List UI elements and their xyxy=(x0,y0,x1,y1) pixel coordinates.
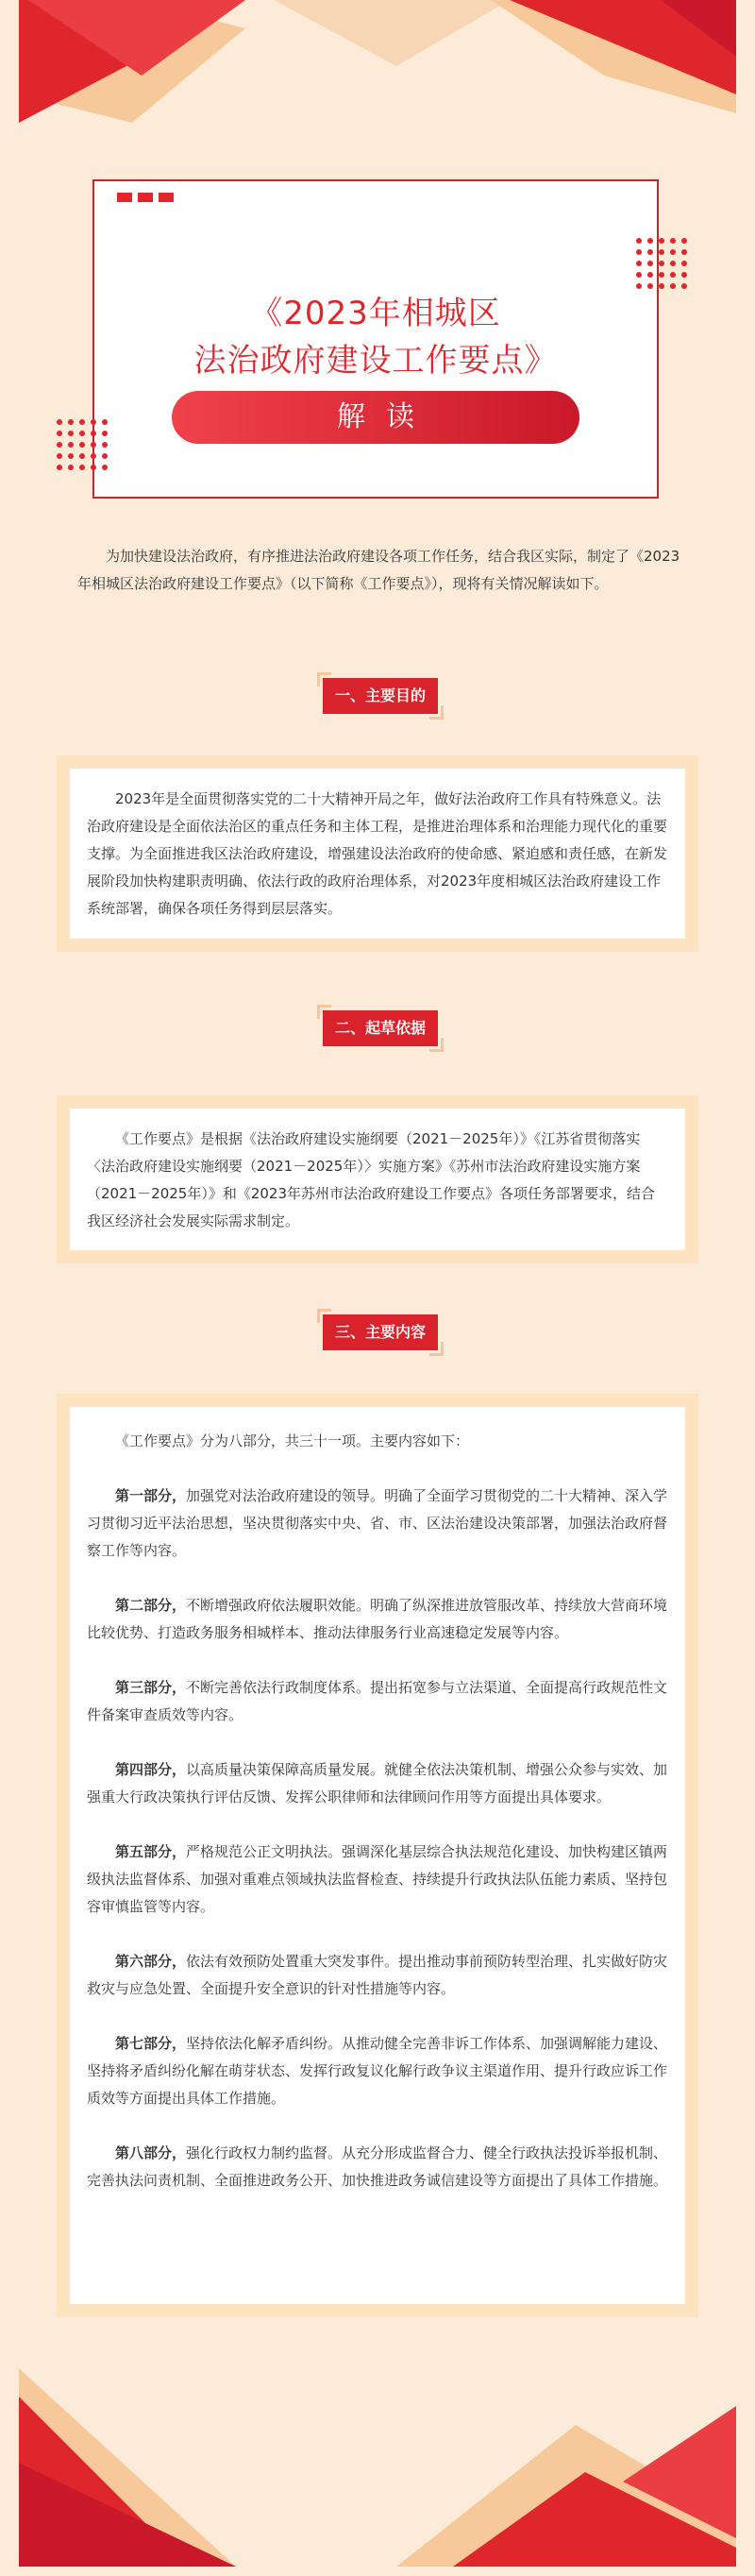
section-heading-label: 一、主要目的 xyxy=(323,678,438,714)
part-text: 加强党对法治政府建设的领导。明确了全面学习贯彻党的二十大精神、深入学习贯彻习近平法治思想，坚决贯彻落实中央、省、市、区法治建设决策部署，加强法治政府督察工作等内容。 xyxy=(87,1487,668,1559)
part-title: 第八部分， xyxy=(115,2144,187,2161)
title-pill: 解读 xyxy=(172,391,579,444)
part-paragraph xyxy=(87,1483,668,1565)
decor-square xyxy=(117,193,132,202)
part-title: 第三部分， xyxy=(115,1679,187,1696)
title-card xyxy=(92,179,659,499)
section-intro: 《工作要点》分为八部分，共三十一项。主要内容如下： xyxy=(115,1432,470,1449)
bottom-decoration xyxy=(0,2368,755,2576)
part-title: 第二部分， xyxy=(115,1597,187,1614)
section-box-2 xyxy=(57,1095,698,1263)
part-text: 以高质量决策保障高质量发展。就健全依法决策机制、增强公众参与实效、加强重大行政决策执行评估反馈、发挥公职律师和法律顾问作用等方面提出具体要求。 xyxy=(87,1761,668,1805)
intro-paragraph: 为加快建设法治政府，有序推进法治政府建设各项工作任务，结合我区实际，制定了《2023年相城区法治政府建设工作要点》（以下简称《工作要点》），现将有关情况解读如下。 xyxy=(77,548,680,592)
section-box-3 xyxy=(57,1394,698,2317)
part-title: 第六部分， xyxy=(115,1953,187,1970)
section-heading-3 xyxy=(319,1311,442,1354)
section-text: 《工作要点》是根据《法治政府建设实施纲要（2021－2025年）》《江苏省贯彻落实〈法治政府建设实施纲要（2021－2025年）〉实施方案》《苏州市法治政府建设实施方案（2021－2025年）》和《2023年苏州市法治政府建设工作要点》各项任务部署要求，结合我区经济社会发展实际需求制定。 xyxy=(87,1130,656,1229)
part-title: 第四部分， xyxy=(115,1761,187,1778)
part-paragraph xyxy=(87,1756,668,1811)
part-text: 强化行政权力制约监督。从充分形成监督合力、健全行政执法投诉举报机制、完善执法问责机制、全面推进政务公开、加快推进政务诚信建设等方面提出了具体工作措施。 xyxy=(87,2144,668,2189)
part-text: 坚持依法化解矛盾纠纷。从推动健全完善非诉工作体系、加强调解能力建设、坚持将矛盾纠纷化解在萌芽状态、发挥行政复议化解行政争议主渠道作用、提升行政应诉工作质效等方面提出具体工作措施。 xyxy=(87,2035,668,2107)
section-box-1 xyxy=(57,755,698,952)
part-title: 第七部分， xyxy=(115,2035,187,2052)
part-text: 不断增强政府依法履职效能。明确了纵深推进放管服改革、持续放大营商环境比较优势、打造政务服务相城样本、推动法律服务行业高速稳定发展等内容。 xyxy=(87,1597,668,1641)
decor-square xyxy=(159,193,174,202)
section-heading-label: 三、主要内容 xyxy=(323,1314,438,1350)
part-text: 不断完善依法行政制度体系。提出拓宽参与立法渠道、全面提高行政规范性文件备案审查质效等内容。 xyxy=(87,1679,668,1723)
part-paragraph xyxy=(87,1839,668,1921)
part-paragraph xyxy=(87,1948,668,2003)
decor-square xyxy=(138,193,153,202)
deco-shape xyxy=(274,0,510,66)
part-paragraph xyxy=(87,1674,668,1729)
dot-grid-right xyxy=(634,236,691,293)
part-text: 严格规范公正文明执法。强调深化基层综合执法规范化建设、加快构建区镇两级执法监督体系、加强对重难点领域执法监督检查、持续提升行政执法队伍能力素质、坚持包容审慎监管等内容。 xyxy=(87,1843,668,1915)
part-title: 第五部分， xyxy=(115,1843,187,1860)
part-title: 第一部分， xyxy=(115,1487,187,1504)
section-heading-label: 二、起草依据 xyxy=(323,1010,438,1046)
part-text: 依法有效预防处置重大突发事件。提出推动事前预防转型治理、扎实做好防灾救灾与应急处置、全面提升安全意识的针对性措施等内容。 xyxy=(87,1953,668,1997)
part-paragraph xyxy=(87,2140,668,2195)
part-paragraph xyxy=(87,2030,668,2112)
section-text: 2023年是全面贯彻落实党的二十大精神开局之年，做好法治政府工作具有特殊意义。法治政府建设是全面依法治区的重点任务和主体工程，是推进治理体系和治理能力现代化的重要支撑。为全面推进我区法治政府建设，增强建设法治政府的使命感、紧迫感和责任感，在新发展阶段加快构建职责明确、依法行政的政府治理体系，对2023年度相城区法治政府建设工作系统部署，确保各项任务得到层层落实。 xyxy=(87,790,668,917)
top-decoration xyxy=(0,0,755,208)
section-heading-2 xyxy=(319,1007,442,1050)
section-heading-1 xyxy=(319,674,442,718)
title-line-1: 《2023年相城区 xyxy=(250,295,501,332)
title-line-2: 法治政府建设工作要点》 xyxy=(193,342,558,380)
part-paragraph xyxy=(87,1592,668,1647)
dot-grid-left xyxy=(55,417,111,474)
